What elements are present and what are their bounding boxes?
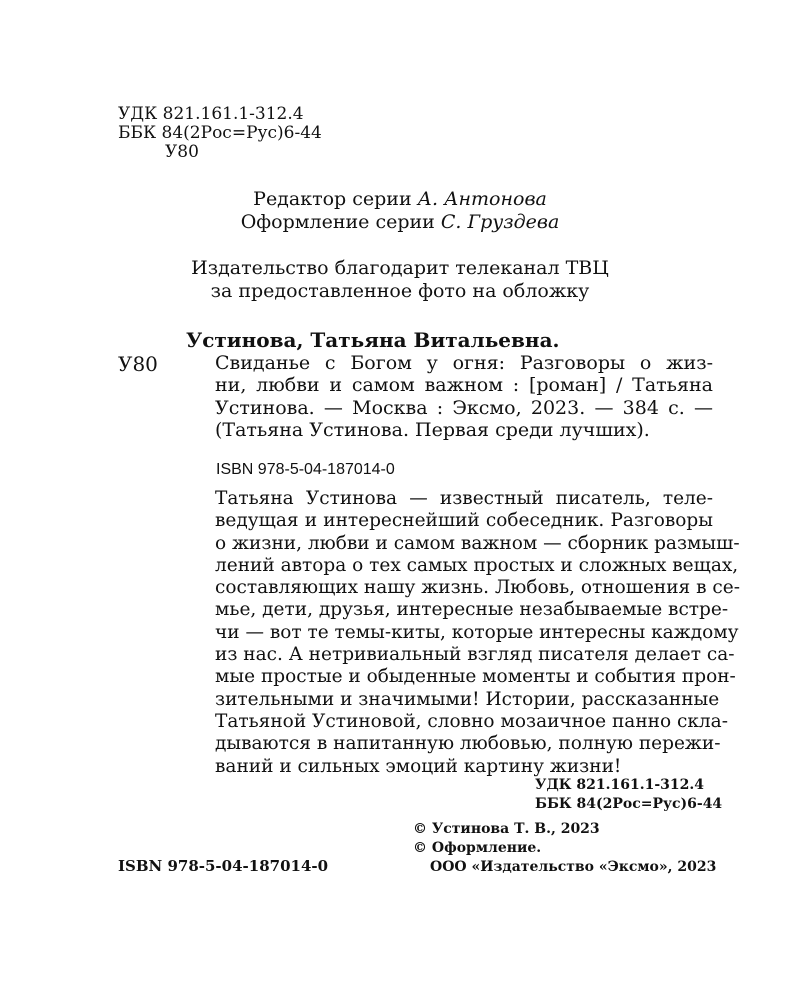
- annotation-line: ведущая и интереснейший собеседник. Разговоры: [215, 510, 713, 532]
- catalog-author-mark: У80: [118, 352, 158, 376]
- bottom-udk-code: УДК 821.161.1-312.4: [535, 777, 705, 793]
- description-line: Свиданье с Богом у огня: Разговоры о жиз-: [215, 352, 713, 374]
- series-design-name: С. Груздева: [440, 211, 560, 233]
- annotation-line: из нас. А нетривиальный взгляд писателя делает са-: [215, 644, 735, 666]
- annotation-line: зительными и значимыми! Истории, рассказанные: [215, 688, 720, 710]
- author-mark: У80: [165, 142, 199, 162]
- annotation-line: ваний и сильных эмоций картину жизни!: [215, 755, 622, 777]
- bottom-bbk-code: ББК 84(2Рос=Рус)6-44: [535, 796, 723, 812]
- annotation-line: о жизни, любви и самом важном — сборник размыш-: [215, 532, 740, 554]
- annotation-line: дываются в напитанную любовью, полную пережи-: [215, 733, 721, 755]
- annotation-line: Татьяной Устиновой, словно мозаичное панно скла-: [215, 710, 728, 732]
- annotation-text: [215, 488, 740, 778]
- bbk-code: ББК 84(2Рос=Рус)6-44: [118, 123, 322, 143]
- annotation-line: Татьяна Устинова — известный писатель, теле-: [215, 488, 713, 509]
- series-editor-name: А. Антонова: [417, 188, 547, 210]
- series-design-line: [0, 210, 800, 234]
- thanks-line-2: за предоставленное фото на обложку: [210, 280, 590, 302]
- catalog-description: [215, 352, 713, 442]
- thanks-line-1: Издательство благодарит телеканал ТВЦ: [191, 257, 609, 279]
- description-line: (Татьяна Устинова. Первая среди лучших).: [215, 419, 650, 442]
- series-design-label: Оформление серии: [240, 211, 435, 233]
- annotation-line: чи — вот те темы-киты, которые интересны каждому: [215, 621, 739, 643]
- annotation-line: мые простые и обыденные моменты и события прон-: [215, 666, 736, 688]
- author-heading: Устинова, Татьяна Витальевна.: [186, 328, 560, 352]
- copyright-design: © Оформление.: [413, 840, 542, 856]
- annotation-line: составляющих нашу жизнь. Любовь, отношения в се-: [215, 577, 740, 599]
- copyright-author: © Устинова Т. В., 2023: [413, 821, 600, 837]
- description-line: Устинова. — Москва : Эксмо, 2023. — 384 с. —: [215, 396, 713, 419]
- description-line: ни, любви и самом важном : [роман] / Татьяна: [215, 374, 713, 397]
- annotation-line: мье, дети, друзья, интересные незабываемые встре-: [215, 599, 729, 621]
- udk-code: УДК 821.161.1-312.4: [118, 104, 304, 124]
- annotation-line: лений автора о тех самых простых и сложных вещах,: [215, 554, 739, 576]
- series-editor-label: Редактор серии: [253, 188, 412, 210]
- catalog-isbn: ISBN 978-5-04-187014-0: [216, 461, 395, 478]
- footer-isbn: ISBN 978-5-04-187014-0: [118, 857, 329, 875]
- series-editor-line: [0, 187, 800, 211]
- copyright-publisher: ООО «Издательство «Эксмо», 2023: [430, 859, 717, 875]
